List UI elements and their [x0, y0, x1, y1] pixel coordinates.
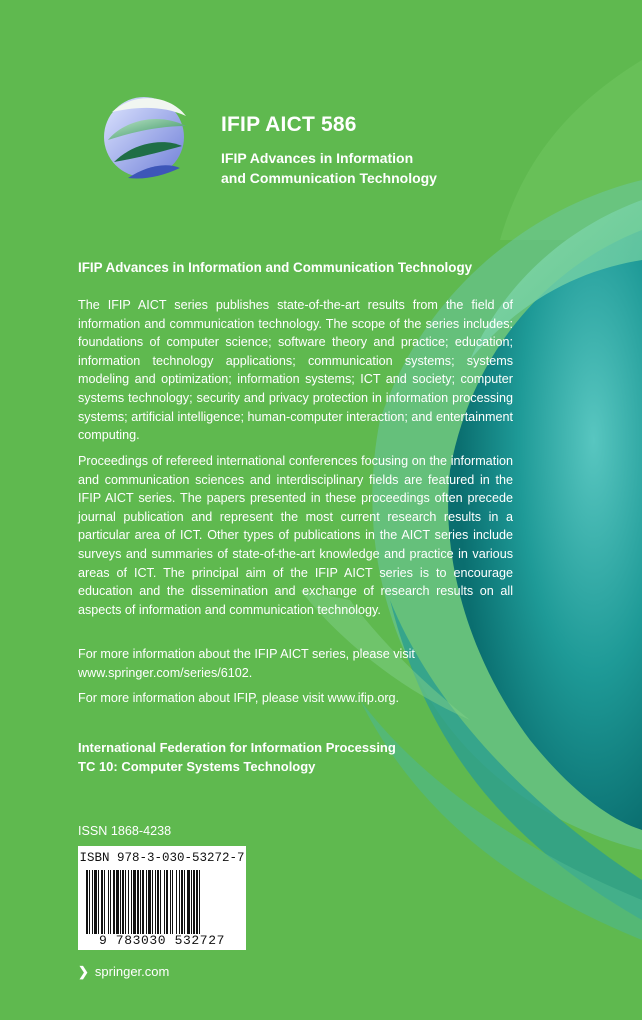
technical-committee: TC 10: Computer Systems Technology — [78, 759, 316, 774]
series-name-line: IFIP Advances in Information — [221, 150, 414, 166]
publisher-website: springer.com — [94, 964, 170, 979]
federation-name: International Federation for Information Processing — [78, 740, 396, 755]
ean-number: 9 783030 532727 — [98, 933, 226, 948]
barcode-graphic — [84, 870, 240, 934]
federation-block — [78, 738, 396, 776]
barcode-panel — [78, 846, 246, 950]
chevron-right-icon: ❯ — [78, 964, 89, 979]
series-name — [221, 148, 481, 188]
series-code: IFIP AICT 586 — [221, 113, 357, 136]
description-paragraph: Proceedings of refereed international conferences focusing on the information and communication sciences and interdisciplinary fields are featured in the IFIP AICT series. The papers presented in these proceedings often precede journal publication and represent the most current research results in a particular area of ICT. Other types of publications in the AICT series include surveys and summaries of state-of-the-art knowledge and practice in various areas of ICT. The principal aim of the IFIP AICT series is to encourage education and the dissemination and exchange of research results on all aspects of information and communication technology. — [78, 454, 513, 617]
description-heading: IFIP Advances in Information and Communication Technology — [78, 260, 473, 275]
isbn-label: ISBN 978-3-030-53272-7 — [79, 851, 245, 865]
publisher-link[interactable] — [78, 964, 169, 980]
ifip-info-text: For more information about IFIP, please visit www.ifip.org. — [78, 691, 400, 705]
description-paragraph: The IFIP AICT series publishes state-of-the-art results from the field of information and communication technology. The scope of the series includes: foundations of computer science; software theory and practice; education; information technology applications; communication systems; systems modeling and optimization; information systems; ICT and society; computer systems technology; security and privacy protection in information processing systems; artificial intelligence; human-computer interaction; and entertainment computing. — [78, 298, 513, 443]
series-name-line: and Communication Technology — [221, 170, 437, 186]
ifip-logo-icon — [94, 82, 194, 188]
series-info-text — [78, 645, 518, 682]
issn-label: ISSN 1868-4238 — [78, 824, 172, 838]
series-url: www.springer.com/series/6102. — [78, 665, 253, 680]
series-info-line: For more information about the IFIP AICT series, please visit — [78, 647, 415, 661]
